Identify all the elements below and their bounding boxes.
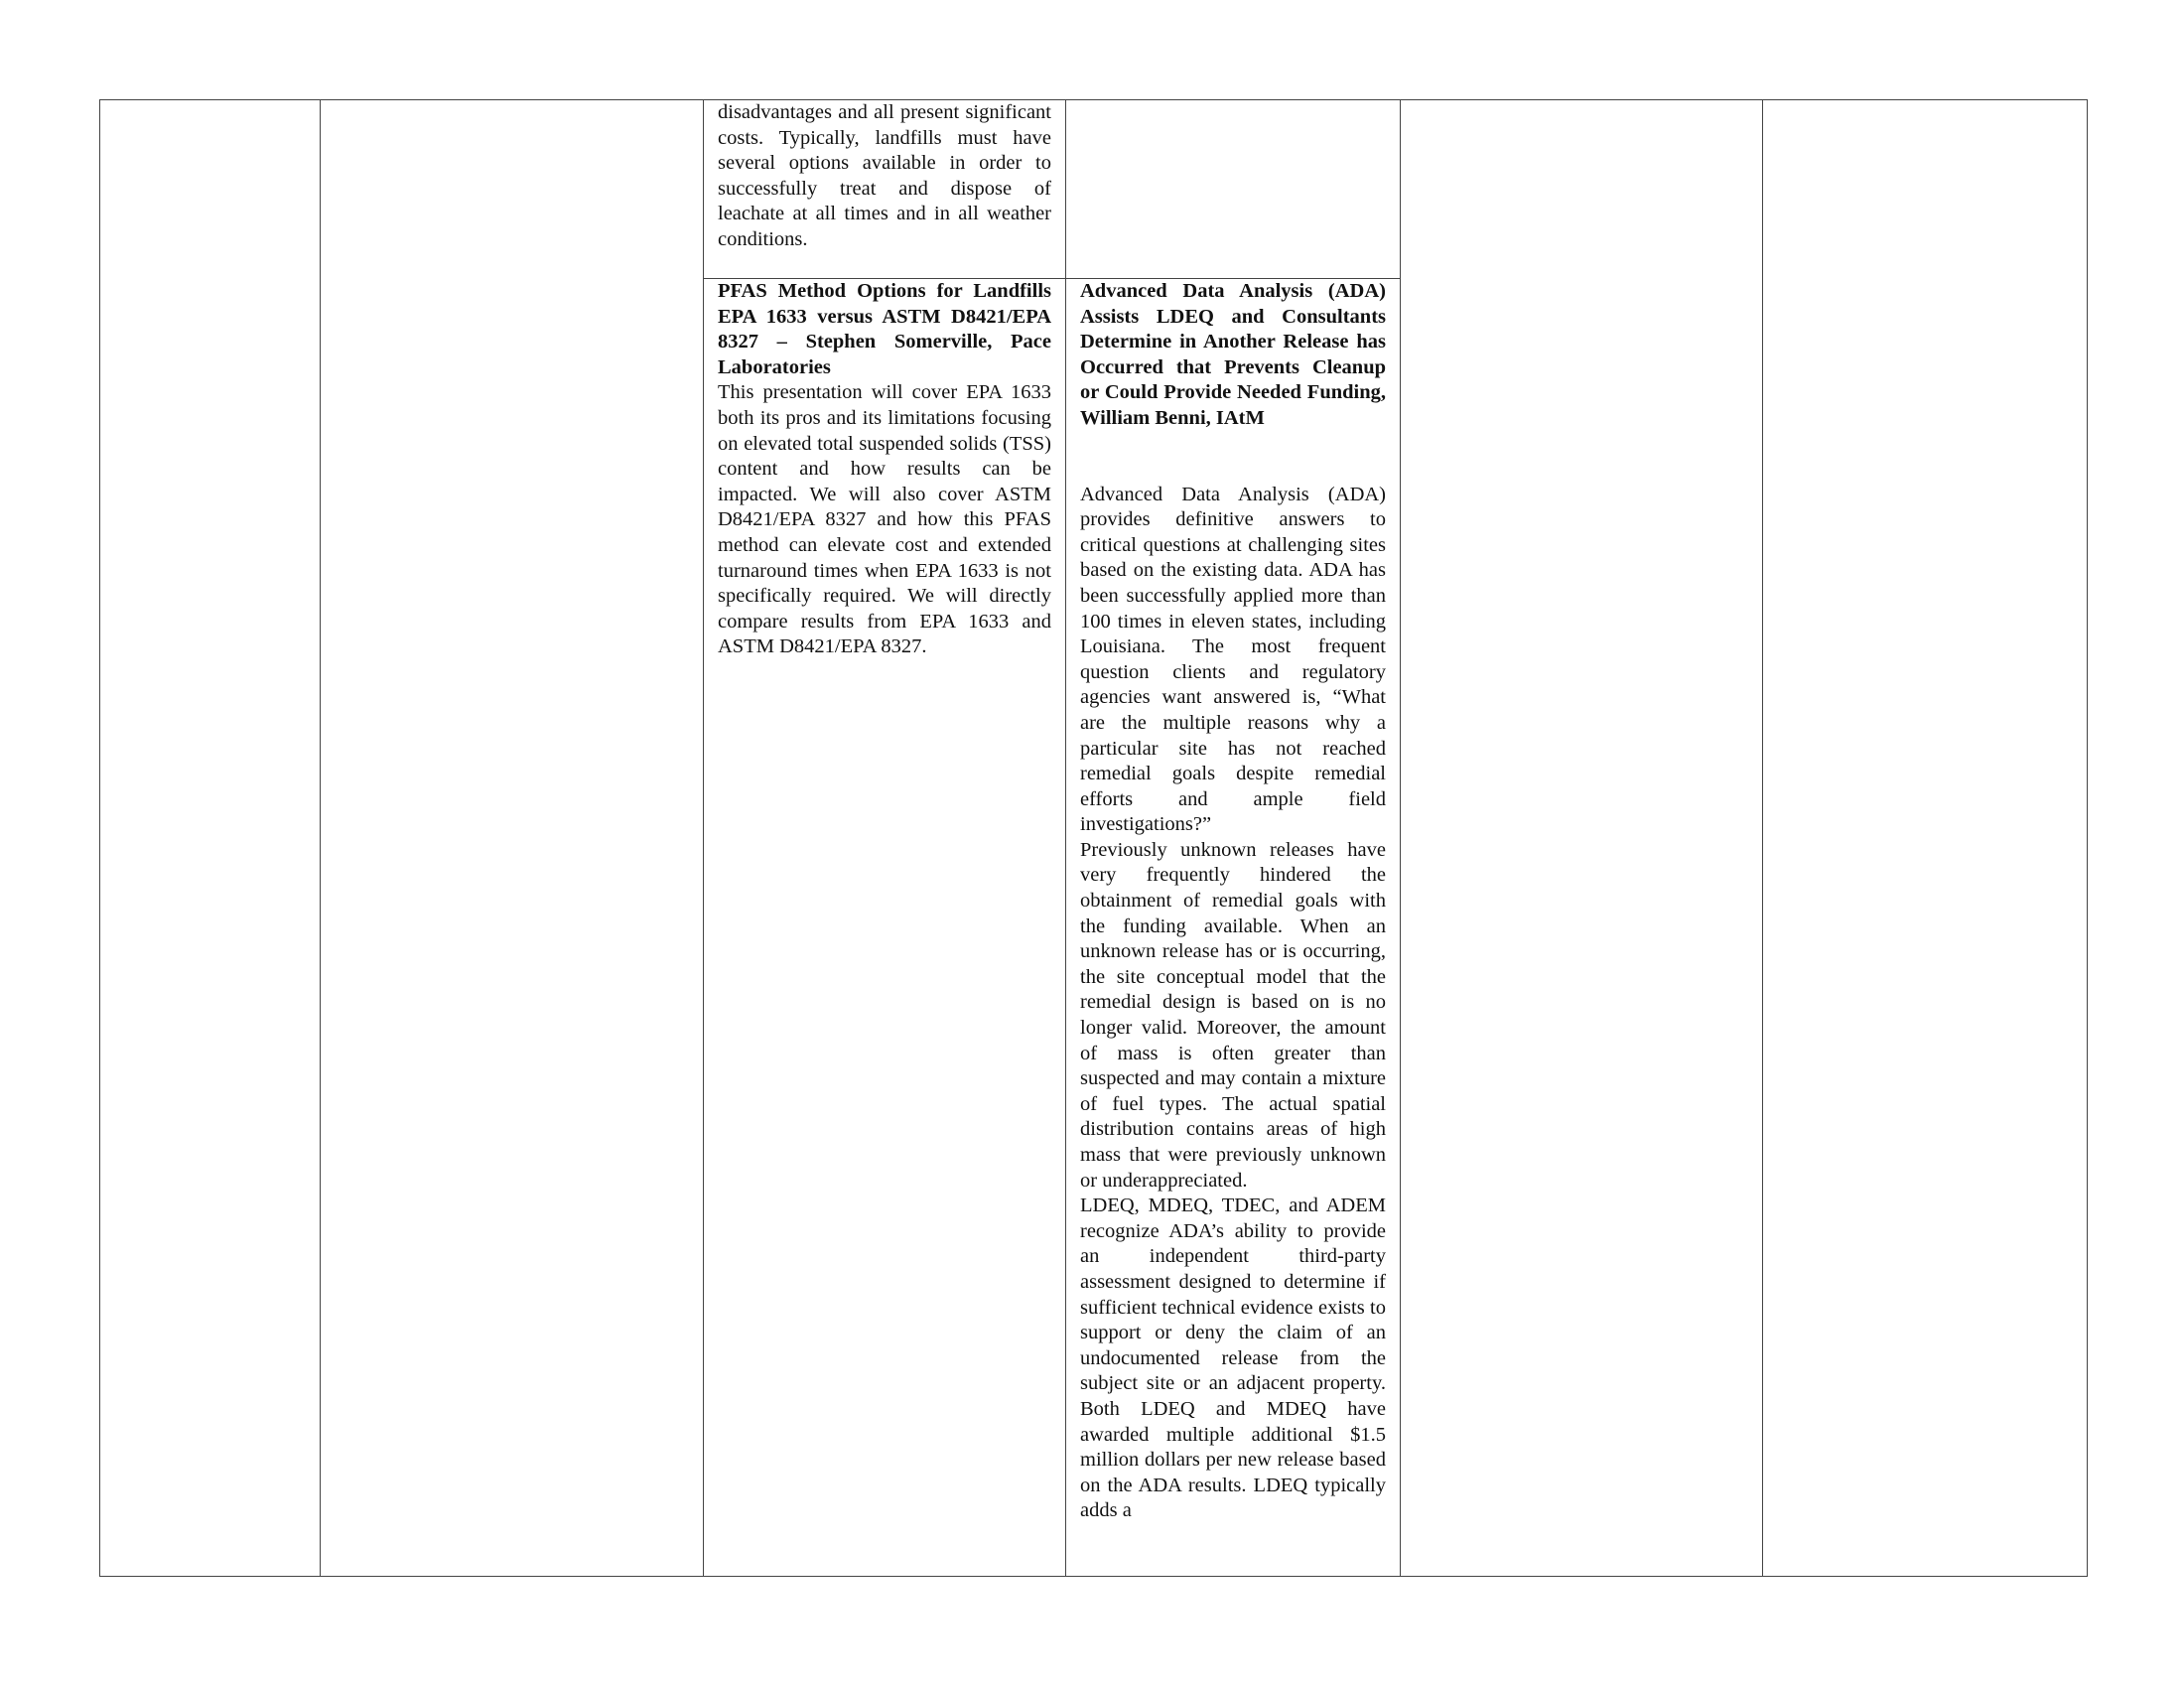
table-cell-col3 — [704, 100, 1066, 279]
session-paragraph: Previously unknown releases have very frequently hindered the obtainment of remedial goals with the funding available. When an unknown release has or is occurring, the site conceptual model that the remedial design is based on is no longer valid. Moreover, the amount of mass is often greater than suspected and may contain a mixture of fuel types. The actual spatial distribution contains areas of high mass that were previously unknown or underappreciated. — [1080, 838, 1386, 1192]
table-cell-col6 — [1763, 100, 2088, 1577]
session-paragraph: LDEQ, MDEQ, TDEC, and ADEM recognize ADA’s ability to provide an independent third-party assessment designed to determine if sufficient technical evidence exists to support or deny the claim of an undocumented release from the subject site or an adjacent property. Both LDEQ and MDEQ have awarded multiple additional $1.5 million dollars per new release based on the ADA results. LDEQ typically adds a — [1080, 1195, 1386, 1522]
table-cell-col4 — [1066, 279, 1401, 1577]
table-cell-col3 — [704, 279, 1066, 1577]
session-description: This presentation will cover EPA 1633 both its pros and its limitations focusing on elevated total suspended solids (TSS) content and how results can be impacted. We will also cover ASTM D8421/EPA 8327 and how this PFAS method can elevate cost and extended turnaround times when EPA 1633 is not specifically required. We will directly compare results from EPA 1633 and ASTM D8421/EPA 8327. — [718, 381, 1051, 658]
session-paragraph: Advanced Data Analysis (ADA) provides definitive answers to critical questions at challenging sites based on the existing data. ADA has been successfully applied more than 100 times in eleven states, including Louisiana. The most frequent question clients and regulatory agencies want answered is, “What are the multiple reasons why a particular site has not reached remedial goals despite remedial efforts and ample field investigations?” — [1080, 483, 1386, 836]
table-row — [100, 100, 2088, 279]
session-title: PFAS Method Options for Landfills EPA 1633 versus ASTM D8421/EPA 8327 – Stephen Somerville, Pace Laboratories — [718, 280, 1051, 378]
session-title: Advanced Data Analysis (ADA) Assists LDEQ and Consultants Determine in Another Release has Occurred that Prevents Cleanup or Could Provide Needed Funding, William Benni, IAtM — [1080, 280, 1386, 429]
table-cell-col1 — [100, 100, 321, 1577]
table-cell-col4 — [1066, 100, 1401, 279]
agenda-table — [99, 99, 2088, 1577]
table-cell-col2 — [321, 100, 704, 1577]
spacer — [1080, 432, 1386, 483]
table-cell-col5 — [1401, 100, 1763, 1577]
session-description: disadvantages and all present significant costs. Typically, landfills must have several options available in order to successfully treat and dispose of leachate at all times and in all weather conditions. — [718, 101, 1051, 250]
